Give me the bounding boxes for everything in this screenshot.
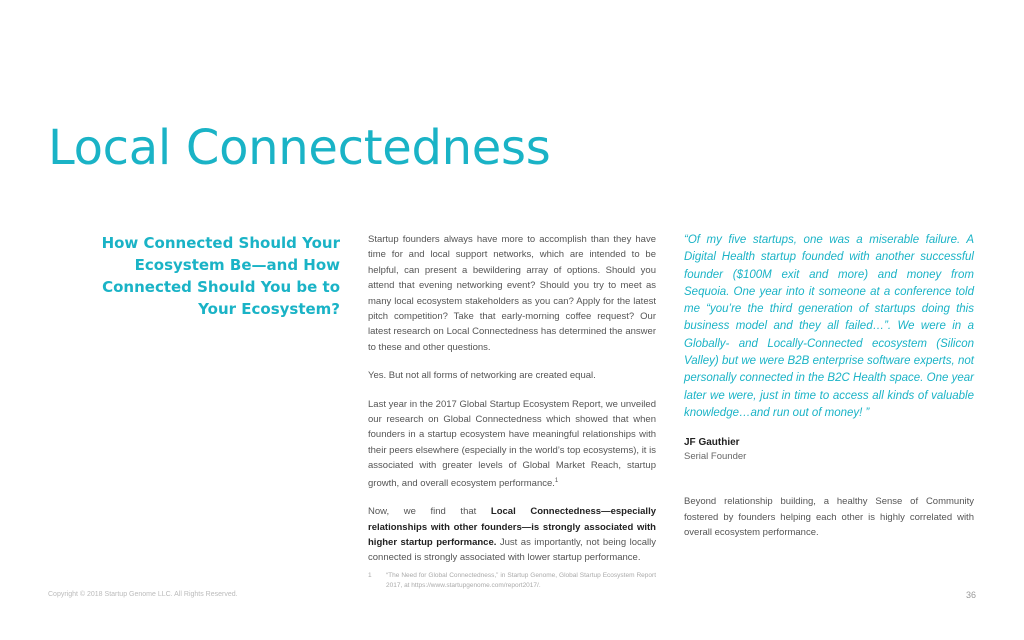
body-paragraph-3	[368, 397, 656, 492]
community-paragraph: Beyond relationship building, a healthy Sense of Community fostered by founders helping each other is highly correlated with overall ecosystem performance.	[684, 496, 974, 539]
footnote-text[interactable]: “The Need for Global Connectedness,” in Startup Genome, Global Startup Ecosystem Report 2017, at https://www.startupgenome.com/report2017/.	[386, 571, 656, 589]
body-paragraph-4	[368, 504, 656, 566]
footnote	[368, 571, 656, 591]
quote-column	[684, 232, 974, 540]
body-paragraph-2: Yes. But not all forms of networking are created equal.	[368, 370, 596, 382]
body-column	[368, 232, 656, 591]
body-paragraph-3-text: Last year in the 2017 Global Startup Ecosystem Report, we unveiled our research on Global Connectedness which showed that when founders in a startup ecosystem have meaningful relationships with their peers elsewhere (especially in the world’s top ecosystems), it is associated with greater levels of Global Market Reach, startup growth, and overall ecosystem performance.	[368, 398, 656, 489]
pull-quote: “Of my five startups, one was a miserable failure. A Digital Health startup founded with another successful founder ($100M exit and more) and money from Sequoia. One year into it someone at a conference told me “you’re the third generation of startups doing this business model and they all failed…”. We were in a Globally- and Locally-Connected ecosystem (Silicon Valley) but we were B2B enterprise software experts, not personally connected in the B2C Health space. One year later we were, just in time to access all kinds of valuable knowledge…and run out of money! ”	[684, 234, 974, 419]
page-title: Local Connectedness	[48, 120, 551, 176]
quote-author-name: JF Gauthier	[684, 437, 740, 449]
quote-author-role: Serial Founder	[684, 451, 747, 463]
body-paragraph-4-tail: Just as importantly, not being locally connected is strongly associated with lower startup performance.	[368, 537, 656, 564]
page-number: 36	[965, 590, 976, 600]
body-paragraph-1: Startup founders always have more to accomplish than they have time for and local support networks, which are intended to be helpful, can present a bewildering array of options. Should you attend that evening networking event? Should you try to meet as many local ecosystem stakeholders as you can? Apply for the latest pitch competition? Take that early-morning coffee request? Our latest research on Local Connectedness has determined the answer to these and other questions.	[368, 234, 656, 353]
section-subhead: How Connected Should Your Ecosystem Be—and How Connected Should You be to Your Ecosystem?	[101, 234, 340, 318]
body-paragraph-4-bold: Local Connectedness—especially relationships with other founders—is strongly associated with higher startup performance.	[368, 506, 656, 549]
body-paragraph-4-lead: Now, we find that	[368, 506, 491, 518]
copyright-notice: Copyright © 2018 Startup Genome LLC. All Rights Reserved.	[48, 591, 238, 598]
footnote-ref[interactable]: 1	[554, 477, 559, 484]
footnote-number: 1	[368, 571, 372, 579]
